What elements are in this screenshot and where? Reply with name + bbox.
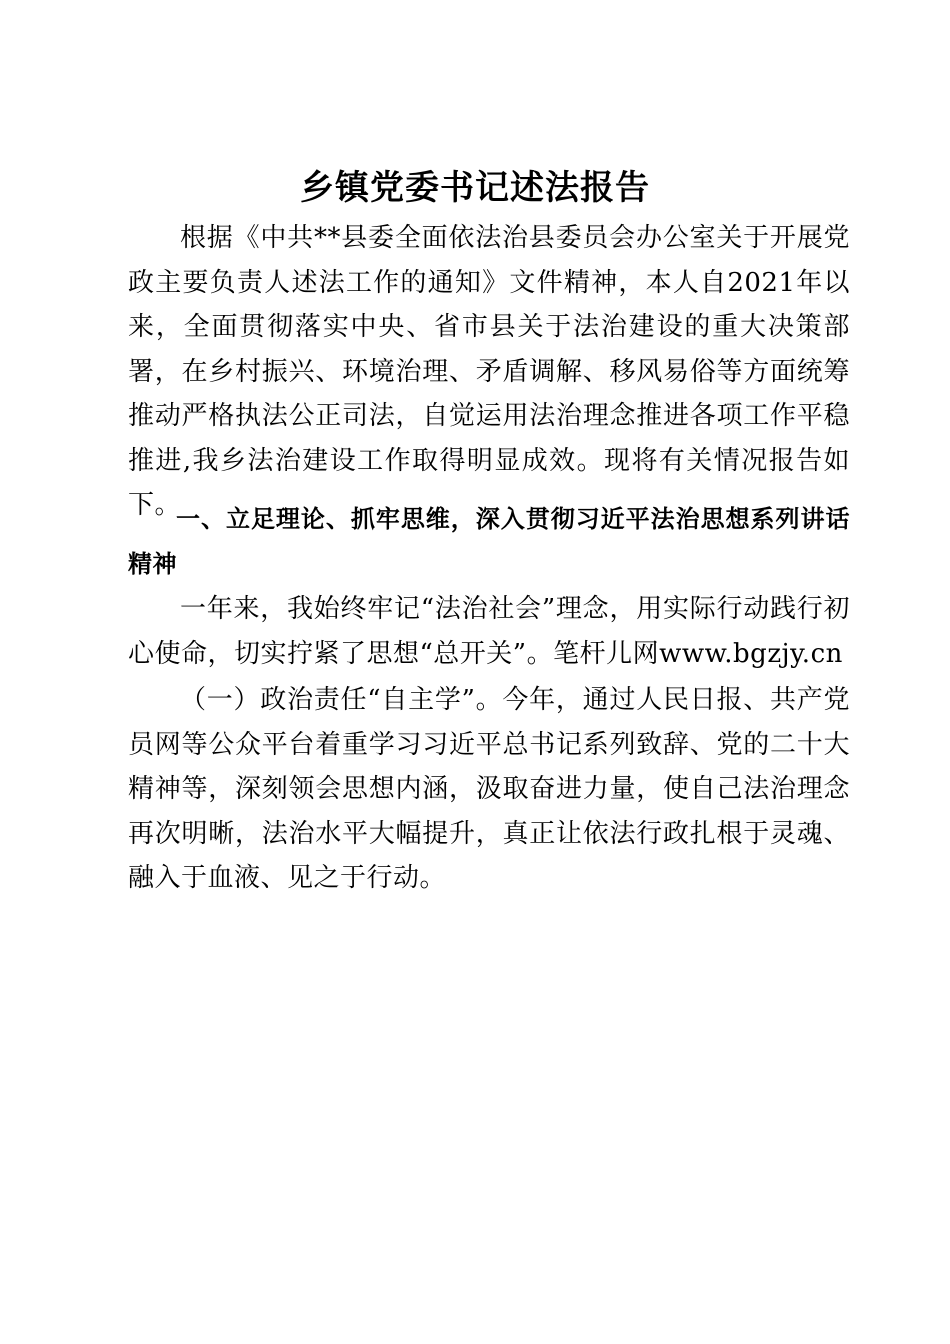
section-heading: 一、立足理论、抓牢思维，深入贯彻习近平法治思想系列讲话精神 <box>128 505 850 578</box>
intro-paragraph: 根据《中共**县委全面依法治县委员会办公室关于开展党政主要负责人述法工作的通知》文件精神，本人自2021年以来，全面贯彻落实中央、省市县关于法治建设的重大决策部署，在乡村振兴、环境治理、矛盾调解、移风易俗等方面统筹推动严格执法公正司法，自觉运用法治理念推进各项工作平稳推进,我乡法治建设工作取得明显成效。现将有关情况报告如下。 <box>128 223 850 520</box>
section-item-paragraph: （一）政治责任“自主学”。今年，通过人民日报、共产党员网等公众平台着重学习习近平总书记系列致辞、党的二十大精神等，深刻领会思想内涵，汲取奋进力量，使自己法治理念再次明晰，法治水平大幅提升，真正让依法行政扎根于灵魂、融入于血液、见之于行动。 <box>128 685 850 893</box>
document-title: 乡镇党委书记述法报告 <box>300 168 650 208</box>
section-intro-paragraph: 一年来，我始终牢记“法治社会”理念，用实际行动践行初心使命，切实拧紧了思想“总开关”。笔杆儿网www.bgzjy.cn <box>128 594 850 669</box>
